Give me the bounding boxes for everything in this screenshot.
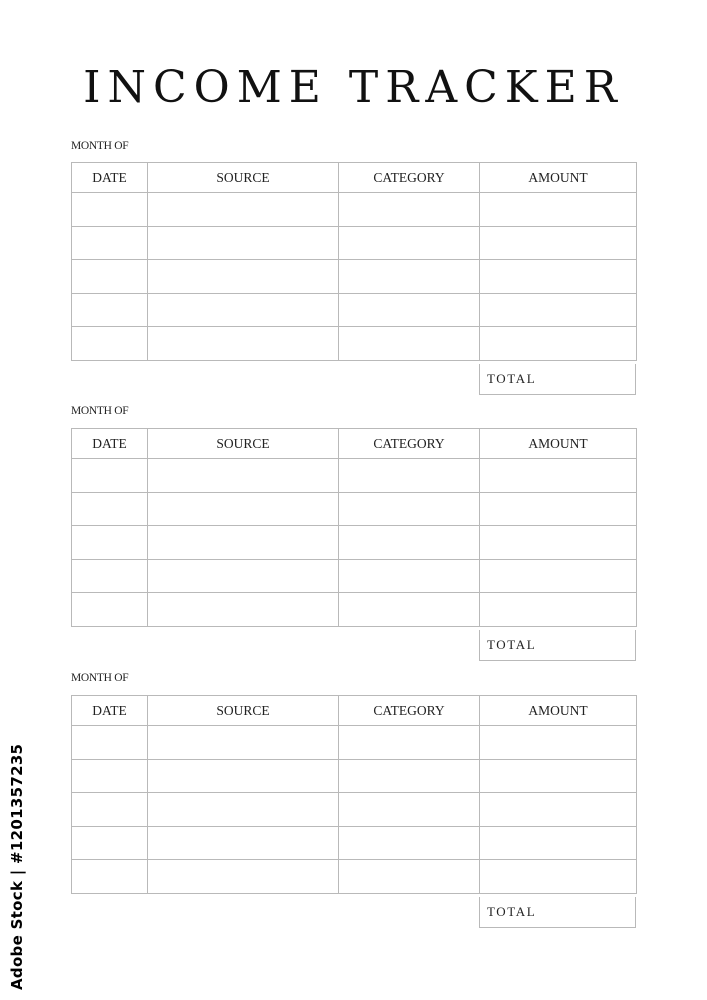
table-row [72,293,637,327]
source-cell[interactable] [148,793,339,827]
date-header: DATE [72,163,148,193]
amount-header: AMOUNT [480,429,637,459]
date-cell[interactable] [72,826,148,860]
source-header: SOURCE [148,429,339,459]
table-row [72,260,637,294]
total-box[interactable]: TOTAL [479,630,636,661]
table-row [72,759,637,793]
table-header-row [72,429,637,459]
total-box[interactable]: TOTAL [479,897,636,928]
date-cell[interactable] [72,193,148,227]
table-row [72,826,637,860]
source-cell[interactable] [148,593,339,627]
date-cell[interactable] [72,559,148,593]
table-row [72,492,637,526]
amount-cell[interactable] [480,726,637,760]
amount-header: AMOUNT [480,696,637,726]
table-row [72,793,637,827]
income-table [71,428,637,627]
amount-cell[interactable] [480,193,637,227]
amount-cell[interactable] [480,793,637,827]
category-cell[interactable] [339,860,480,894]
amount-cell[interactable] [480,559,637,593]
month-of-label: MONTH OF [71,405,129,417]
date-cell[interactable] [72,260,148,294]
amount-cell[interactable] [480,860,637,894]
category-cell[interactable] [339,260,480,294]
date-cell[interactable] [72,860,148,894]
amount-cell[interactable] [480,327,637,361]
table-row [72,226,637,260]
date-cell[interactable] [72,726,148,760]
category-cell[interactable] [339,293,480,327]
category-cell[interactable] [339,593,480,627]
category-cell[interactable] [339,327,480,361]
source-cell[interactable] [148,726,339,760]
source-cell[interactable] [148,559,339,593]
amount-cell[interactable] [480,826,637,860]
source-cell[interactable] [148,193,339,227]
date-header: DATE [72,696,148,726]
total-box[interactable]: TOTAL [479,364,636,395]
table-row [72,193,637,227]
amount-cell[interactable] [480,260,637,294]
amount-cell[interactable] [480,226,637,260]
income-table [71,162,637,361]
category-header: CATEGORY [339,429,480,459]
date-cell[interactable] [72,593,148,627]
table-header-row [72,696,637,726]
category-cell[interactable] [339,459,480,493]
amount-cell[interactable] [480,526,637,560]
category-header: CATEGORY [339,696,480,726]
category-cell[interactable] [339,759,480,793]
stock-credit-label: Adobe Stock | #1201357235 [8,743,26,990]
source-cell[interactable] [148,826,339,860]
amount-cell[interactable] [480,759,637,793]
source-cell[interactable] [148,293,339,327]
source-cell[interactable] [148,860,339,894]
amount-cell[interactable] [480,492,637,526]
table-row [72,327,637,361]
category-cell[interactable] [339,193,480,227]
amount-header: AMOUNT [480,163,637,193]
category-cell[interactable] [339,826,480,860]
amount-cell[interactable] [480,593,637,627]
source-cell[interactable] [148,226,339,260]
month-of-label: MONTH OF [71,672,129,684]
date-cell[interactable] [72,526,148,560]
category-cell[interactable] [339,492,480,526]
date-cell[interactable] [72,293,148,327]
date-cell[interactable] [72,459,148,493]
date-cell[interactable] [72,226,148,260]
source-cell[interactable] [148,526,339,560]
date-cell[interactable] [72,759,148,793]
category-cell[interactable] [339,793,480,827]
source-cell[interactable] [148,327,339,361]
table-header-row [72,163,637,193]
source-cell[interactable] [148,492,339,526]
income-table [71,695,637,894]
page-title: INCOME TRACKER [83,62,624,113]
source-header: SOURCE [148,163,339,193]
category-cell[interactable] [339,559,480,593]
amount-cell[interactable] [480,293,637,327]
category-cell[interactable] [339,226,480,260]
date-header: DATE [72,429,148,459]
date-cell[interactable] [72,492,148,526]
table-row [72,593,637,627]
source-cell[interactable] [148,759,339,793]
table-row [72,559,637,593]
amount-cell[interactable] [480,459,637,493]
date-cell[interactable] [72,327,148,361]
source-header: SOURCE [148,696,339,726]
category-cell[interactable] [339,526,480,560]
table-row [72,459,637,493]
category-header: CATEGORY [339,163,480,193]
date-cell[interactable] [72,793,148,827]
category-cell[interactable] [339,726,480,760]
table-row [72,526,637,560]
source-cell[interactable] [148,459,339,493]
month-of-label: MONTH OF [71,140,129,152]
table-row [72,726,637,760]
table-row [72,860,637,894]
source-cell[interactable] [148,260,339,294]
